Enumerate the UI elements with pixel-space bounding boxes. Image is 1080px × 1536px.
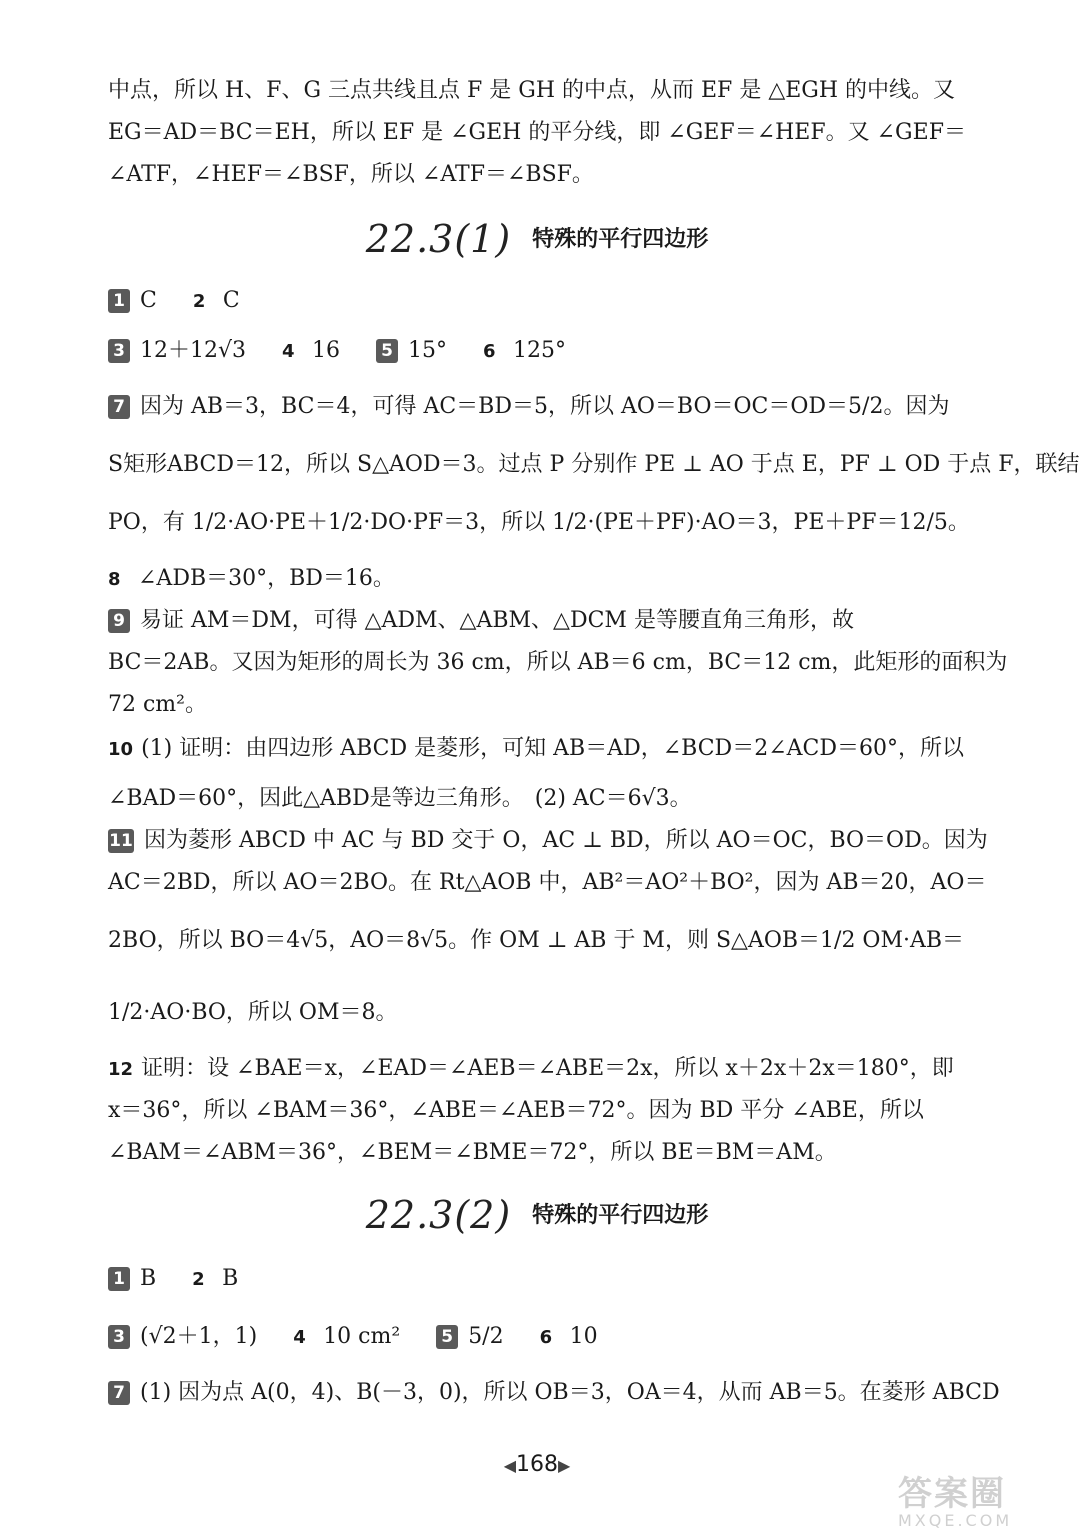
left-arrow-icon: ◀ (503, 1456, 516, 1475)
line-text: EG＝AD＝BC＝EH，所以 EF 是 ∠GEH 的平分线，即 ∠GEF＝∠HEF。又 ∠GEF＝ (108, 120, 966, 145)
text-line (108, 1138, 978, 1168)
answer-line (108, 826, 988, 856)
text-line (108, 998, 978, 1028)
question-number: 6 (539, 1327, 553, 1348)
line-text: ∠BAM＝∠ABM＝36°，∠BEM＝∠BME＝72°，所以 BE＝BM＝AM。 (108, 1140, 837, 1165)
line-text: 1/2·AO·BO，所以 OM＝8。 (108, 1000, 398, 1025)
text-line (108, 926, 978, 956)
answer-text: (√2＋1，1) (140, 1324, 258, 1349)
watermark-url: MXQE.COM (898, 1511, 1013, 1530)
watermark-title: 答案圈 (898, 1474, 1006, 1514)
text-line (108, 868, 987, 898)
answer-text: 16 (312, 338, 341, 363)
section-title: 特殊的平行四边形 (532, 1203, 709, 1228)
line-text: 2BO，所以 BO＝4√5，AO＝8√5。作 OM ⊥ AB 于 M，则 S△AOB＝1/2 OM·AB＝ (108, 928, 965, 953)
line-text: ∠ATF，∠HEF＝∠BSF，所以 ∠ATF＝∠BSF。 (108, 162, 594, 187)
text-line (108, 508, 978, 538)
answer-text: 15° (408, 338, 448, 363)
question-number: 4 (293, 1327, 306, 1348)
question-number: 6 (483, 341, 496, 362)
text-line (108, 118, 978, 148)
line-text: 72 cm²。 (108, 692, 207, 717)
question-number-badge: 1 (108, 1267, 130, 1291)
section-title: 特殊的平行四边形 (532, 227, 709, 252)
answer-text: C (222, 288, 240, 313)
line-text: S矩形ABCD＝12，所以 S△AOD＝3。过点 P 分别作 PE ⊥ AO 于点 E，PF ⊥ OD 于点 F，联结 (108, 452, 1080, 477)
question-number-badge: 3 (108, 339, 130, 363)
answer-line (108, 336, 978, 367)
answer-text: C (140, 288, 157, 313)
answer-text: 易证 AM＝DM，可得 △ADM、△ABM、△DCM 是等腰直角三角形，故 (140, 608, 854, 633)
answer-line (108, 1322, 978, 1353)
answer-line (108, 392, 978, 422)
watermark-logo (898, 1476, 1068, 1532)
text-line (108, 450, 1080, 480)
answer-text: B (140, 1266, 157, 1291)
line-text: x＝36°，所以 ∠BAM＝36°，∠ABE＝∠AEB＝72°。因为 BD 平分 ∠ABE，所以 (108, 1098, 924, 1123)
question-number: 10 (108, 739, 134, 760)
section-number: 22.3(1) (365, 217, 512, 261)
text-line (108, 1096, 978, 1126)
question-number-badge: 5 (436, 1325, 458, 1349)
answer-line (108, 734, 978, 765)
question-number-badge: 7 (108, 395, 130, 419)
answer-text: (1) 证明：由四边形 ABCD 是菱形，可知 AB＝AD，∠BCD＝2∠ACD＝60°，所以 (141, 736, 964, 761)
question-number: 2 (192, 1269, 205, 1290)
section-heading (0, 214, 1074, 264)
question-number: 4 (282, 341, 295, 362)
text-line (108, 76, 978, 106)
line-text: PO，有 1/2·AO·PE＋1/2·DO·PF＝3，所以 1/2·(PE＋PF)·AO＝3，PE＋PF＝12/5。 (108, 510, 970, 535)
question-number-badge: 11 (109, 831, 133, 851)
text-line (108, 648, 1008, 678)
answer-line (108, 1378, 1000, 1408)
answer-text: 5/2 (468, 1324, 504, 1349)
question-number-badge: 5 (376, 339, 398, 363)
answer-text: 10 (569, 1324, 598, 1349)
answer-line (108, 1054, 978, 1085)
answer-line (108, 564, 978, 595)
answer-line (108, 1264, 978, 1295)
answer-text: 10 cm² (323, 1324, 401, 1349)
question-number-badge: 9 (108, 609, 130, 633)
page-number-text: 168 (516, 1452, 558, 1477)
text-line (108, 690, 978, 720)
text-line (108, 784, 978, 814)
line-text: 中点，所以 H、F、G 三点共线且点 F 是 GH 的中点，从而 EF 是 △EGH 的中线。又 (108, 78, 956, 103)
answer-text: 证明：设 ∠BAE＝x，∠EAD＝∠AEB＝∠ABE＝2x，所以 x＋2x＋2x＝180°，即 (141, 1056, 954, 1081)
answer-text: 125° (513, 338, 567, 363)
answer-text: B (222, 1266, 239, 1291)
text-line (108, 160, 978, 190)
section-number: 22.3(2) (365, 1193, 512, 1237)
answer-text: 12＋12√3 (140, 338, 247, 363)
question-number-badge: 1 (108, 289, 130, 313)
answer-line (108, 606, 978, 636)
answer-text: ∠ADB＝30°，BD＝16。 (138, 566, 395, 591)
question-number-badge: 7 (108, 1381, 130, 1405)
answer-text: 因为菱形 ABCD 中 AC 与 BD 交于 O，AC ⊥ BD，所以 AO＝OC，BO＝OD。因为 (144, 828, 988, 853)
line-text: BC＝2AB。又因为矩形的周长为 36 cm，所以 AB＝6 cm，BC＝12 cm，此矩形的面积为 (108, 650, 1008, 675)
section-heading (0, 1190, 1074, 1240)
question-number: 12 (108, 1059, 134, 1080)
line-text: AC＝2BD，所以 AO＝2BO。在 Rt△AOB 中，AB²＝AO²＋BO²，因为 AB＝20，AO＝ (108, 870, 987, 895)
question-number-badge: 3 (108, 1325, 130, 1349)
answer-text: 因为 AB＝3，BC＝4，可得 AC＝BD＝5，所以 AO＝BO＝OC＝OD＝5/2。因为 (140, 394, 950, 419)
right-arrow-icon: ▶ (558, 1456, 571, 1475)
answer-text: (1) 因为点 A(0，4)、B(－3，0)，所以 OB＝3，OA＝4，从而 AB＝5。在菱形 ABCD (140, 1380, 1000, 1405)
question-number: 2 (192, 291, 206, 312)
answer-line (108, 286, 978, 317)
line-text: ∠BAD＝60°，因此△ABD是等边三角形。 (2) AC＝6√3。 (108, 786, 692, 811)
question-number: 8 (108, 569, 121, 590)
